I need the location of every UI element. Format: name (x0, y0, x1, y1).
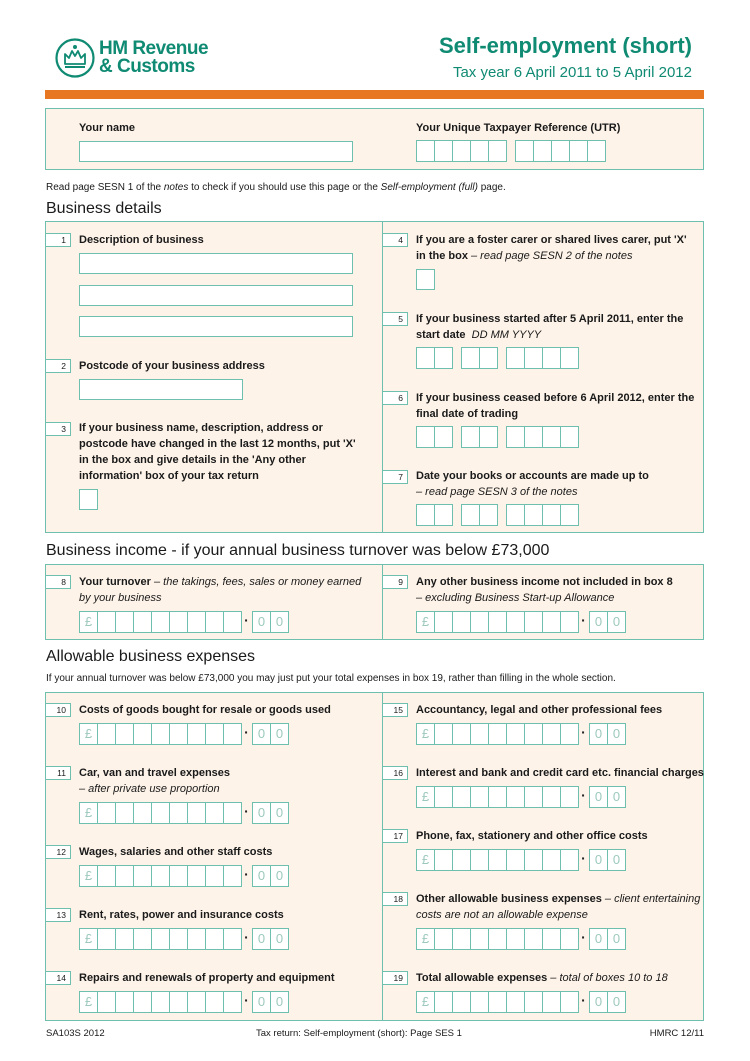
office-costs-field[interactable] (416, 849, 625, 871)
digit-cell[interactable] (542, 611, 561, 633)
digit-cell[interactable] (488, 928, 507, 950)
box-number: 4 (383, 233, 408, 247)
box15-label: Accountancy, legal and other professional fees (416, 704, 663, 716)
box-number: 18 (383, 892, 408, 906)
box-number: 19 (383, 971, 408, 985)
box-number: 9 (383, 575, 408, 589)
description-line-1[interactable] (79, 253, 353, 274)
intro-text: Read page SESN 1 of the notes to check if you should use this page or the Self-employment (full) page. (46, 182, 506, 193)
box-number: 10 (46, 703, 71, 717)
pence-cell[interactable]: 0 (252, 611, 271, 633)
digit-cell[interactable] (133, 865, 152, 887)
digit-cell[interactable] (97, 991, 116, 1013)
page-subtitle: Tax year 6 April 2011 to 5 April 2012 (452, 64, 692, 81)
pence-cell[interactable]: 0 (270, 611, 289, 633)
box3-label: If your business name, description, address or postcode have changed in the last 12 months, put 'X' in the box and give details in the 'Any other information' box of your tax return (79, 422, 356, 482)
currency-symbol: £ (79, 928, 98, 950)
digit-cell[interactable] (434, 991, 453, 1013)
digit-cell[interactable] (187, 802, 206, 824)
pence-cell[interactable]: 0 (270, 991, 289, 1013)
description-line-3[interactable] (79, 316, 353, 337)
pence-cell[interactable]: 0 (607, 786, 626, 808)
box1-label: Description of business (79, 234, 204, 246)
digit-cell[interactable] (506, 611, 525, 633)
currency-symbol: £ (79, 723, 98, 745)
digit-cell[interactable] (223, 802, 242, 824)
digit-cell[interactable] (97, 802, 116, 824)
digit-cell[interactable] (524, 991, 543, 1013)
pence-cell[interactable]: 0 (252, 865, 271, 887)
digit-cell[interactable] (169, 991, 188, 1013)
box4-label: If you are a foster carer or shared lives carer, put 'X' in the box – read page SESN 2 of the notes (416, 234, 687, 262)
decimal-point: · (244, 929, 249, 945)
decimal-point: · (581, 787, 586, 803)
digit-cell[interactable] (434, 611, 453, 633)
digit-cell[interactable] (151, 802, 170, 824)
digit-cell[interactable] (452, 786, 471, 808)
postcode-field[interactable] (79, 379, 243, 400)
digit-cell[interactable] (524, 723, 543, 745)
travel-expenses-field[interactable] (79, 802, 288, 824)
pence-cell[interactable]: 0 (589, 928, 608, 950)
currency-symbol: £ (416, 991, 435, 1013)
box-number: 3 (46, 422, 71, 436)
digit-cell[interactable] (452, 928, 471, 950)
start-date-field[interactable] (416, 347, 578, 369)
description-line-2[interactable] (79, 285, 353, 306)
digit-cell[interactable] (542, 991, 561, 1013)
your-name-label: Your name (79, 122, 136, 134)
footer-version: HMRC 12/11 (649, 1028, 704, 1039)
digit-cell[interactable] (434, 849, 453, 871)
box7-label: Date your books or accounts are made up to – read page SESN 3 of the notes (416, 470, 649, 498)
digit-cell[interactable] (205, 802, 224, 824)
pence-cell[interactable]: 0 (270, 802, 289, 824)
goods-cost-field[interactable] (79, 723, 288, 745)
your-name-field[interactable] (79, 141, 353, 162)
pence-cell[interactable]: 0 (589, 786, 608, 808)
wages-field[interactable] (79, 865, 288, 887)
digit-cell[interactable] (560, 786, 579, 808)
digit-cell[interactable] (133, 611, 152, 633)
footer-form-code: SA103S 2012 (46, 1028, 105, 1039)
box-number: 13 (46, 908, 71, 922)
currency-symbol: £ (79, 802, 98, 824)
expenses-note: If your annual turnover was below £73,000 you may just put your total expenses in box 19, rather than filling in the whole section. (46, 673, 616, 684)
box9-label: Any other business income not included in box 8 – excluding Business Start-up Allowance (416, 576, 673, 604)
digit-cell[interactable] (470, 849, 489, 871)
digit-cell[interactable] (115, 802, 134, 824)
digit-cell[interactable] (205, 723, 224, 745)
hmrc-logo (55, 38, 225, 82)
digit-cell[interactable] (560, 723, 579, 745)
digit-cell[interactable] (205, 865, 224, 887)
digit-cell[interactable] (151, 865, 170, 887)
pence-cell[interactable]: 0 (589, 991, 608, 1013)
header-rule (45, 90, 704, 99)
digit-cell[interactable] (169, 928, 188, 950)
digit-cell[interactable] (434, 786, 453, 808)
currency-symbol: £ (79, 865, 98, 887)
digit-cell[interactable] (169, 865, 188, 887)
box19-label: Total allowable expenses – total of boxes 10 to 18 (416, 972, 668, 984)
box-number: 1 (46, 233, 71, 247)
digit-cell[interactable] (97, 865, 116, 887)
digit-cell[interactable] (151, 611, 170, 633)
box11-label: Car, van and travel expenses – after private use proportion (79, 767, 231, 795)
digit-cell[interactable] (223, 991, 242, 1013)
digit-cell[interactable] (187, 723, 206, 745)
digit-cell[interactable] (169, 611, 188, 633)
digit-cell[interactable] (524, 849, 543, 871)
box8-label: Your turnover – the takings, fees, sales or money earned by your business (79, 576, 362, 604)
currency-symbol: £ (416, 928, 435, 950)
digit-cell[interactable] (488, 786, 507, 808)
total-expenses-field[interactable] (416, 991, 625, 1013)
box6-label: If your business ceased before 6 April 2012, enter the final date of trading (416, 392, 695, 420)
digit-cell[interactable] (506, 723, 525, 745)
digit-cell[interactable] (187, 928, 206, 950)
digit-cell[interactable] (115, 723, 134, 745)
digit-cell[interactable] (223, 611, 242, 633)
digit-cell[interactable] (452, 611, 471, 633)
digit-cell[interactable] (115, 611, 134, 633)
digit-cell[interactable] (452, 849, 471, 871)
decimal-point: · (581, 612, 586, 628)
decimal-point: · (244, 724, 249, 740)
box-number: 12 (46, 845, 71, 859)
digit-cell[interactable] (133, 928, 152, 950)
box-number: 8 (46, 575, 71, 589)
box12-label: Wages, salaries and other staff costs (79, 846, 273, 858)
digit-cell[interactable] (542, 723, 561, 745)
digit-cell[interactable] (488, 849, 507, 871)
digit-cell[interactable] (488, 991, 507, 1013)
digit-cell[interactable] (151, 723, 170, 745)
decimal-point: · (244, 803, 249, 819)
digit-cell[interactable] (434, 928, 453, 950)
box-number: 17 (383, 829, 408, 843)
footer-page-title: Tax return: Self-employment (short): Page SES 1 (256, 1028, 462, 1039)
box-number: 11 (46, 766, 71, 780)
digit-cell[interactable] (506, 786, 525, 808)
pence-cell[interactable]: 0 (607, 723, 626, 745)
digit-cell[interactable] (223, 928, 242, 950)
digit-cell[interactable] (133, 802, 152, 824)
digit-cell[interactable] (470, 723, 489, 745)
digit-cell[interactable] (524, 611, 543, 633)
pence-cell[interactable]: 0 (607, 928, 626, 950)
digit-cell[interactable] (488, 723, 507, 745)
pence-cell[interactable]: 0 (270, 723, 289, 745)
digit-cell[interactable] (169, 723, 188, 745)
pence-cell[interactable]: 0 (589, 611, 608, 633)
box-number: 2 (46, 359, 71, 373)
currency-symbol: £ (416, 723, 435, 745)
pence-cell[interactable]: 0 (252, 991, 271, 1013)
digit-cell[interactable] (560, 928, 579, 950)
page-title: Self-employment (short) (438, 33, 692, 58)
digit-cell[interactable] (560, 849, 579, 871)
column-divider (382, 221, 383, 533)
decimal-point: · (244, 866, 249, 882)
digit-cell[interactable] (133, 723, 152, 745)
digit-cell[interactable] (470, 928, 489, 950)
digit-cell[interactable] (187, 865, 206, 887)
business-income-heading: Business income - if your annual business turnover was below £73,000 (46, 542, 550, 559)
currency-symbol: £ (416, 849, 435, 871)
digit-cell[interactable] (205, 928, 224, 950)
box-number: 16 (383, 766, 408, 780)
logo-line-1: HM Revenue (99, 38, 209, 59)
digit-cell[interactable] (223, 865, 242, 887)
pence-cell[interactable]: 0 (270, 865, 289, 887)
accounts-date-field[interactable] (416, 504, 578, 526)
box16-label: Interest and bank and credit card etc. financial charges (416, 767, 704, 779)
digit-cell[interactable] (97, 928, 116, 950)
digit-cell[interactable] (506, 849, 525, 871)
digit-cell[interactable] (542, 849, 561, 871)
foster-carer-checkbox[interactable] (416, 269, 435, 290)
digit-cell[interactable] (97, 611, 116, 633)
digit-cell[interactable] (434, 723, 453, 745)
pence-cell[interactable]: 0 (270, 928, 289, 950)
details-changed-checkbox[interactable] (79, 489, 98, 510)
box-number: 5 (383, 312, 408, 326)
crown-logo-icon (55, 38, 95, 78)
digit-cell[interactable] (205, 611, 224, 633)
pence-cell[interactable]: 0 (589, 723, 608, 745)
currency-symbol: £ (416, 611, 435, 633)
digit-cell[interactable] (151, 928, 170, 950)
digit-cell[interactable] (470, 611, 489, 633)
digit-cell[interactable] (542, 786, 561, 808)
digit-cell[interactable] (115, 865, 134, 887)
digit-cell[interactable] (205, 991, 224, 1013)
digit-cell[interactable] (151, 991, 170, 1013)
other-expenses-field[interactable] (416, 928, 625, 950)
digit-cell[interactable] (506, 928, 525, 950)
rent-rates-field[interactable] (79, 928, 288, 950)
digit-cell[interactable] (187, 611, 206, 633)
digit-cell[interactable] (169, 802, 188, 824)
digit-cell[interactable] (506, 991, 525, 1013)
digit-cell[interactable] (115, 928, 134, 950)
digit-cell[interactable] (560, 611, 579, 633)
digit-cell[interactable] (452, 991, 471, 1013)
box18-label: Other allowable business expenses – client entertaining costs are not an allowable expense (416, 893, 701, 921)
box2-label: Postcode of your business address (79, 360, 265, 372)
repairs-field[interactable] (79, 991, 288, 1013)
digit-cell[interactable] (223, 723, 242, 745)
pence-cell[interactable]: 0 (252, 802, 271, 824)
decimal-point: · (581, 929, 586, 945)
currency-symbol: £ (79, 611, 98, 633)
currency-symbol: £ (416, 786, 435, 808)
box10-label: Costs of goods bought for resale or goods used (79, 704, 331, 716)
box13-label: Rent, rates, power and insurance costs (79, 909, 284, 921)
digit-cell[interactable] (97, 723, 116, 745)
pence-cell[interactable]: 0 (252, 723, 271, 745)
utr-field[interactable] (416, 140, 605, 162)
decimal-point: · (244, 612, 249, 628)
pence-cell[interactable]: 0 (589, 849, 608, 871)
currency-symbol: £ (79, 991, 98, 1013)
box5-label: If your business started after 5 April 2011, enter the start date DD MM YYYY (416, 313, 684, 341)
digit-cell[interactable] (470, 786, 489, 808)
box-number: 14 (46, 971, 71, 985)
box-number: 6 (383, 391, 408, 405)
financial-charges-field[interactable] (416, 786, 625, 808)
decimal-point: · (581, 724, 586, 740)
digit-cell[interactable] (470, 991, 489, 1013)
digit-cell[interactable] (488, 611, 507, 633)
decimal-point: · (581, 850, 586, 866)
accountancy-field[interactable] (416, 723, 625, 745)
digit-cell[interactable] (133, 991, 152, 1013)
digit-cell[interactable] (115, 991, 134, 1013)
utr-label: Your Unique Taxpayer Reference (UTR) (416, 122, 621, 134)
digit-cell[interactable] (524, 928, 543, 950)
decimal-point: · (244, 992, 249, 1008)
expenses-heading: Allowable business expenses (46, 648, 256, 665)
pence-cell[interactable]: 0 (607, 991, 626, 1013)
decimal-point: · (581, 992, 586, 1008)
box-number: 15 (383, 703, 408, 717)
pence-cell[interactable]: 0 (607, 611, 626, 633)
other-income-field[interactable] (416, 611, 625, 633)
cease-date-field[interactable] (416, 426, 578, 448)
digit-cell[interactable] (542, 928, 561, 950)
digit-cell[interactable] (452, 723, 471, 745)
digit-cell[interactable] (560, 991, 579, 1013)
box17-label: Phone, fax, stationery and other office costs (416, 830, 648, 842)
digit-cell[interactable] (187, 991, 206, 1013)
digit-cell[interactable] (524, 786, 543, 808)
pence-cell[interactable]: 0 (607, 849, 626, 871)
turnover-field[interactable] (79, 611, 288, 633)
box-number: 7 (383, 470, 408, 484)
box14-label: Repairs and renewals of property and equipment (79, 972, 335, 984)
pence-cell[interactable]: 0 (252, 928, 271, 950)
logo-line-2: & Customs (99, 56, 195, 77)
business-details-heading: Business details (46, 200, 162, 217)
